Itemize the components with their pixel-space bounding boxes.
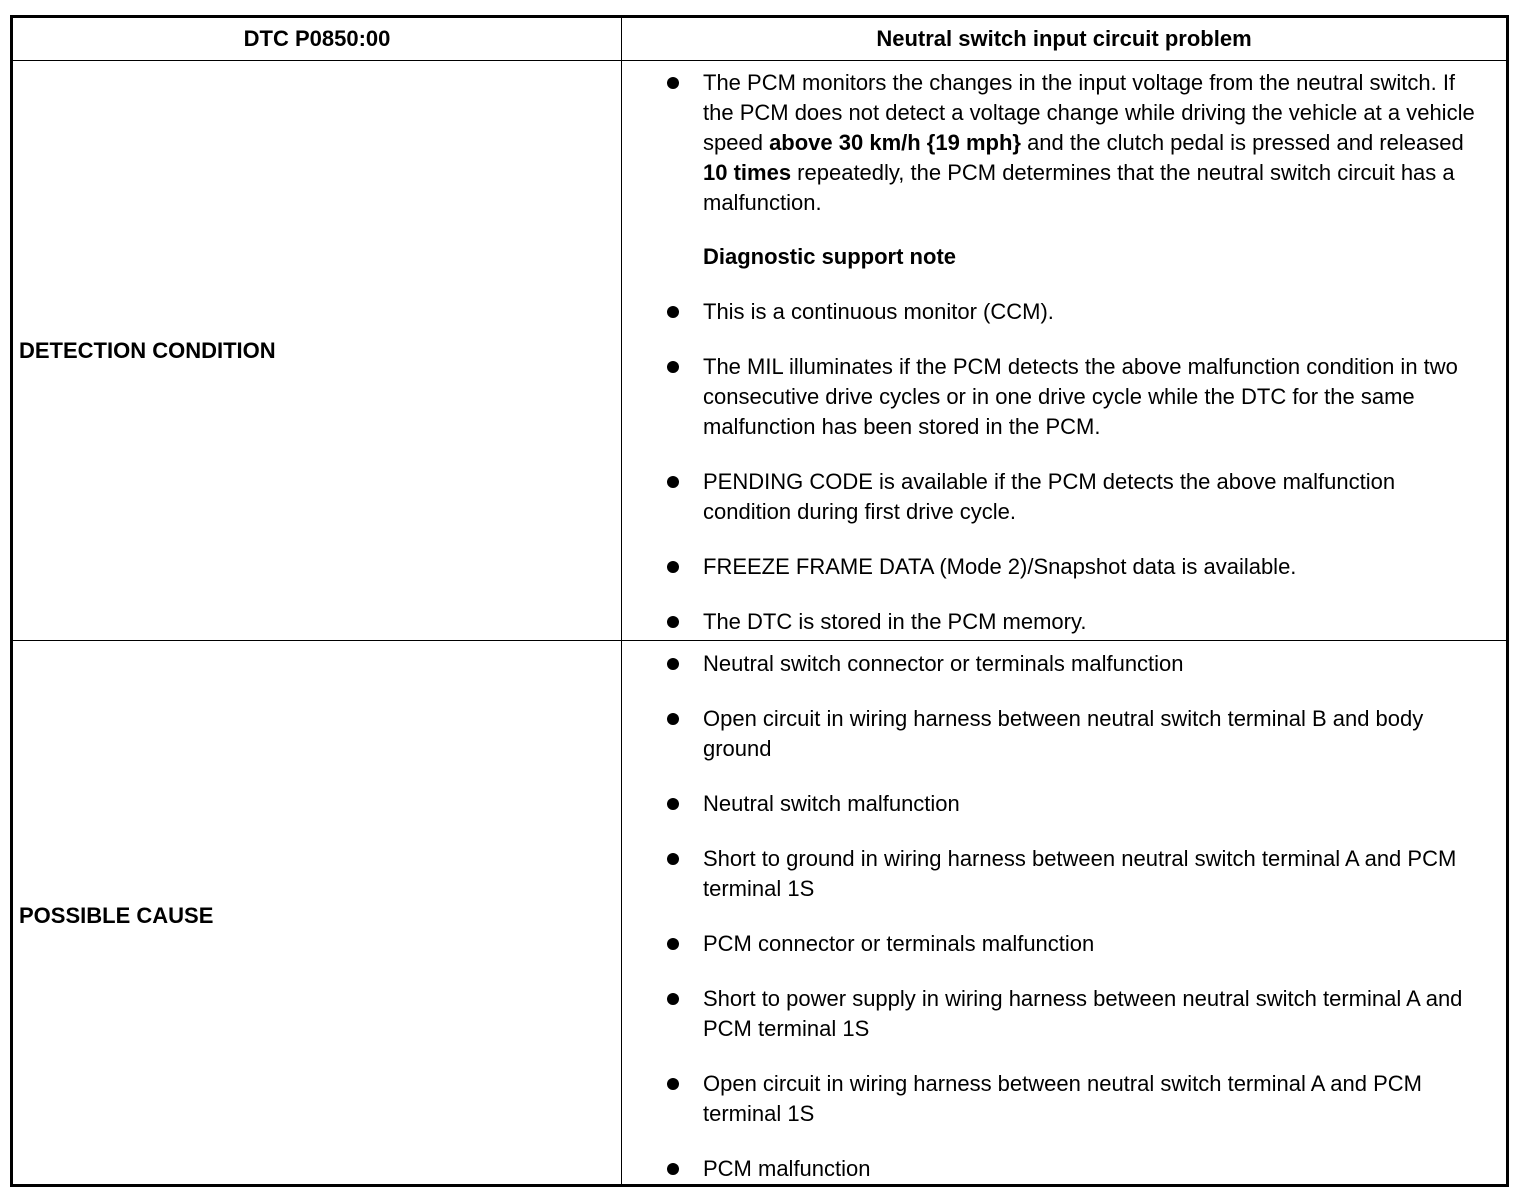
cause-item: Neutral switch malfunction: [703, 789, 1476, 819]
cause-item: Short to power supply in wiring harness between neutral switch terminal A and PCM terminal 1S: [703, 984, 1476, 1044]
possible-cause-cell: [622, 641, 1506, 1184]
bullet-icon: [667, 938, 679, 950]
dtc-code-header: DTC P0850:00: [243, 26, 391, 51]
bullet-icon: [667, 476, 679, 488]
diagnostic-support-note-heading: Diagnostic support note: [703, 244, 956, 269]
cause-item: Short to ground in wiring harness between neutral switch terminal A and PCM terminal 1S: [703, 844, 1476, 904]
detection-note-item: PENDING CODE is available if the PCM detects the above malfunction condition during first drive cycle.: [703, 467, 1476, 527]
cause-item: Open circuit in wiring harness between neutral switch terminal A and PCM terminal 1S: [703, 1069, 1476, 1129]
bullet-icon: [667, 798, 679, 810]
dtc-title-header: Neutral switch input circuit problem: [876, 26, 1252, 51]
bullet-icon: [667, 306, 679, 318]
bullet-icon: [667, 361, 679, 373]
detection-note-item: The MIL illuminates if the PCM detects the above malfunction condition in two consecutive drive cycles or in one drive cycle while the DTC for the same malfunction has been stored in the PCM.: [703, 352, 1476, 442]
detection-note-item: The DTC is stored in the PCM memory.: [703, 607, 1476, 637]
bullet-icon: [667, 993, 679, 1005]
bullet-icon: [667, 1078, 679, 1090]
detection-note-item: FREEZE FRAME DATA (Mode 2)/Snapshot data is available.: [703, 552, 1476, 582]
detection-note-item: This is a continuous monitor (CCM).: [703, 297, 1476, 327]
cause-item: PCM connector or terminals malfunction: [703, 929, 1476, 959]
possible-cause-label: POSSIBLE CAUSE: [19, 903, 214, 928]
bullet-icon: [667, 616, 679, 628]
cause-item: Neutral switch connector or terminals malfunction: [703, 649, 1476, 679]
bullet-icon: [667, 1163, 679, 1175]
cause-item: PCM malfunction: [703, 1154, 1476, 1184]
bullet-icon: [667, 658, 679, 670]
dtc-table: [10, 15, 1509, 1187]
cause-item: Open circuit in wiring harness between neutral switch terminal B and body ground: [703, 704, 1476, 764]
bullet-icon: [667, 853, 679, 865]
detection-main-item: The PCM monitors the changes in the input voltage from the neutral switch. If the PCM does not detect a voltage change while driving the vehicle at a vehicle speed above 30 km/h {19 mph} and the clutch pedal is pressed and released 10 times repeatedly, the PCM determines that the neutral switch circuit has a malfunction.: [703, 68, 1476, 218]
detection-condition-label: DETECTION CONDITION: [19, 338, 276, 363]
bullet-icon: [667, 713, 679, 725]
bullet-icon: [667, 77, 679, 89]
detection-condition-cell: [622, 61, 1506, 640]
bullet-icon: [667, 561, 679, 573]
